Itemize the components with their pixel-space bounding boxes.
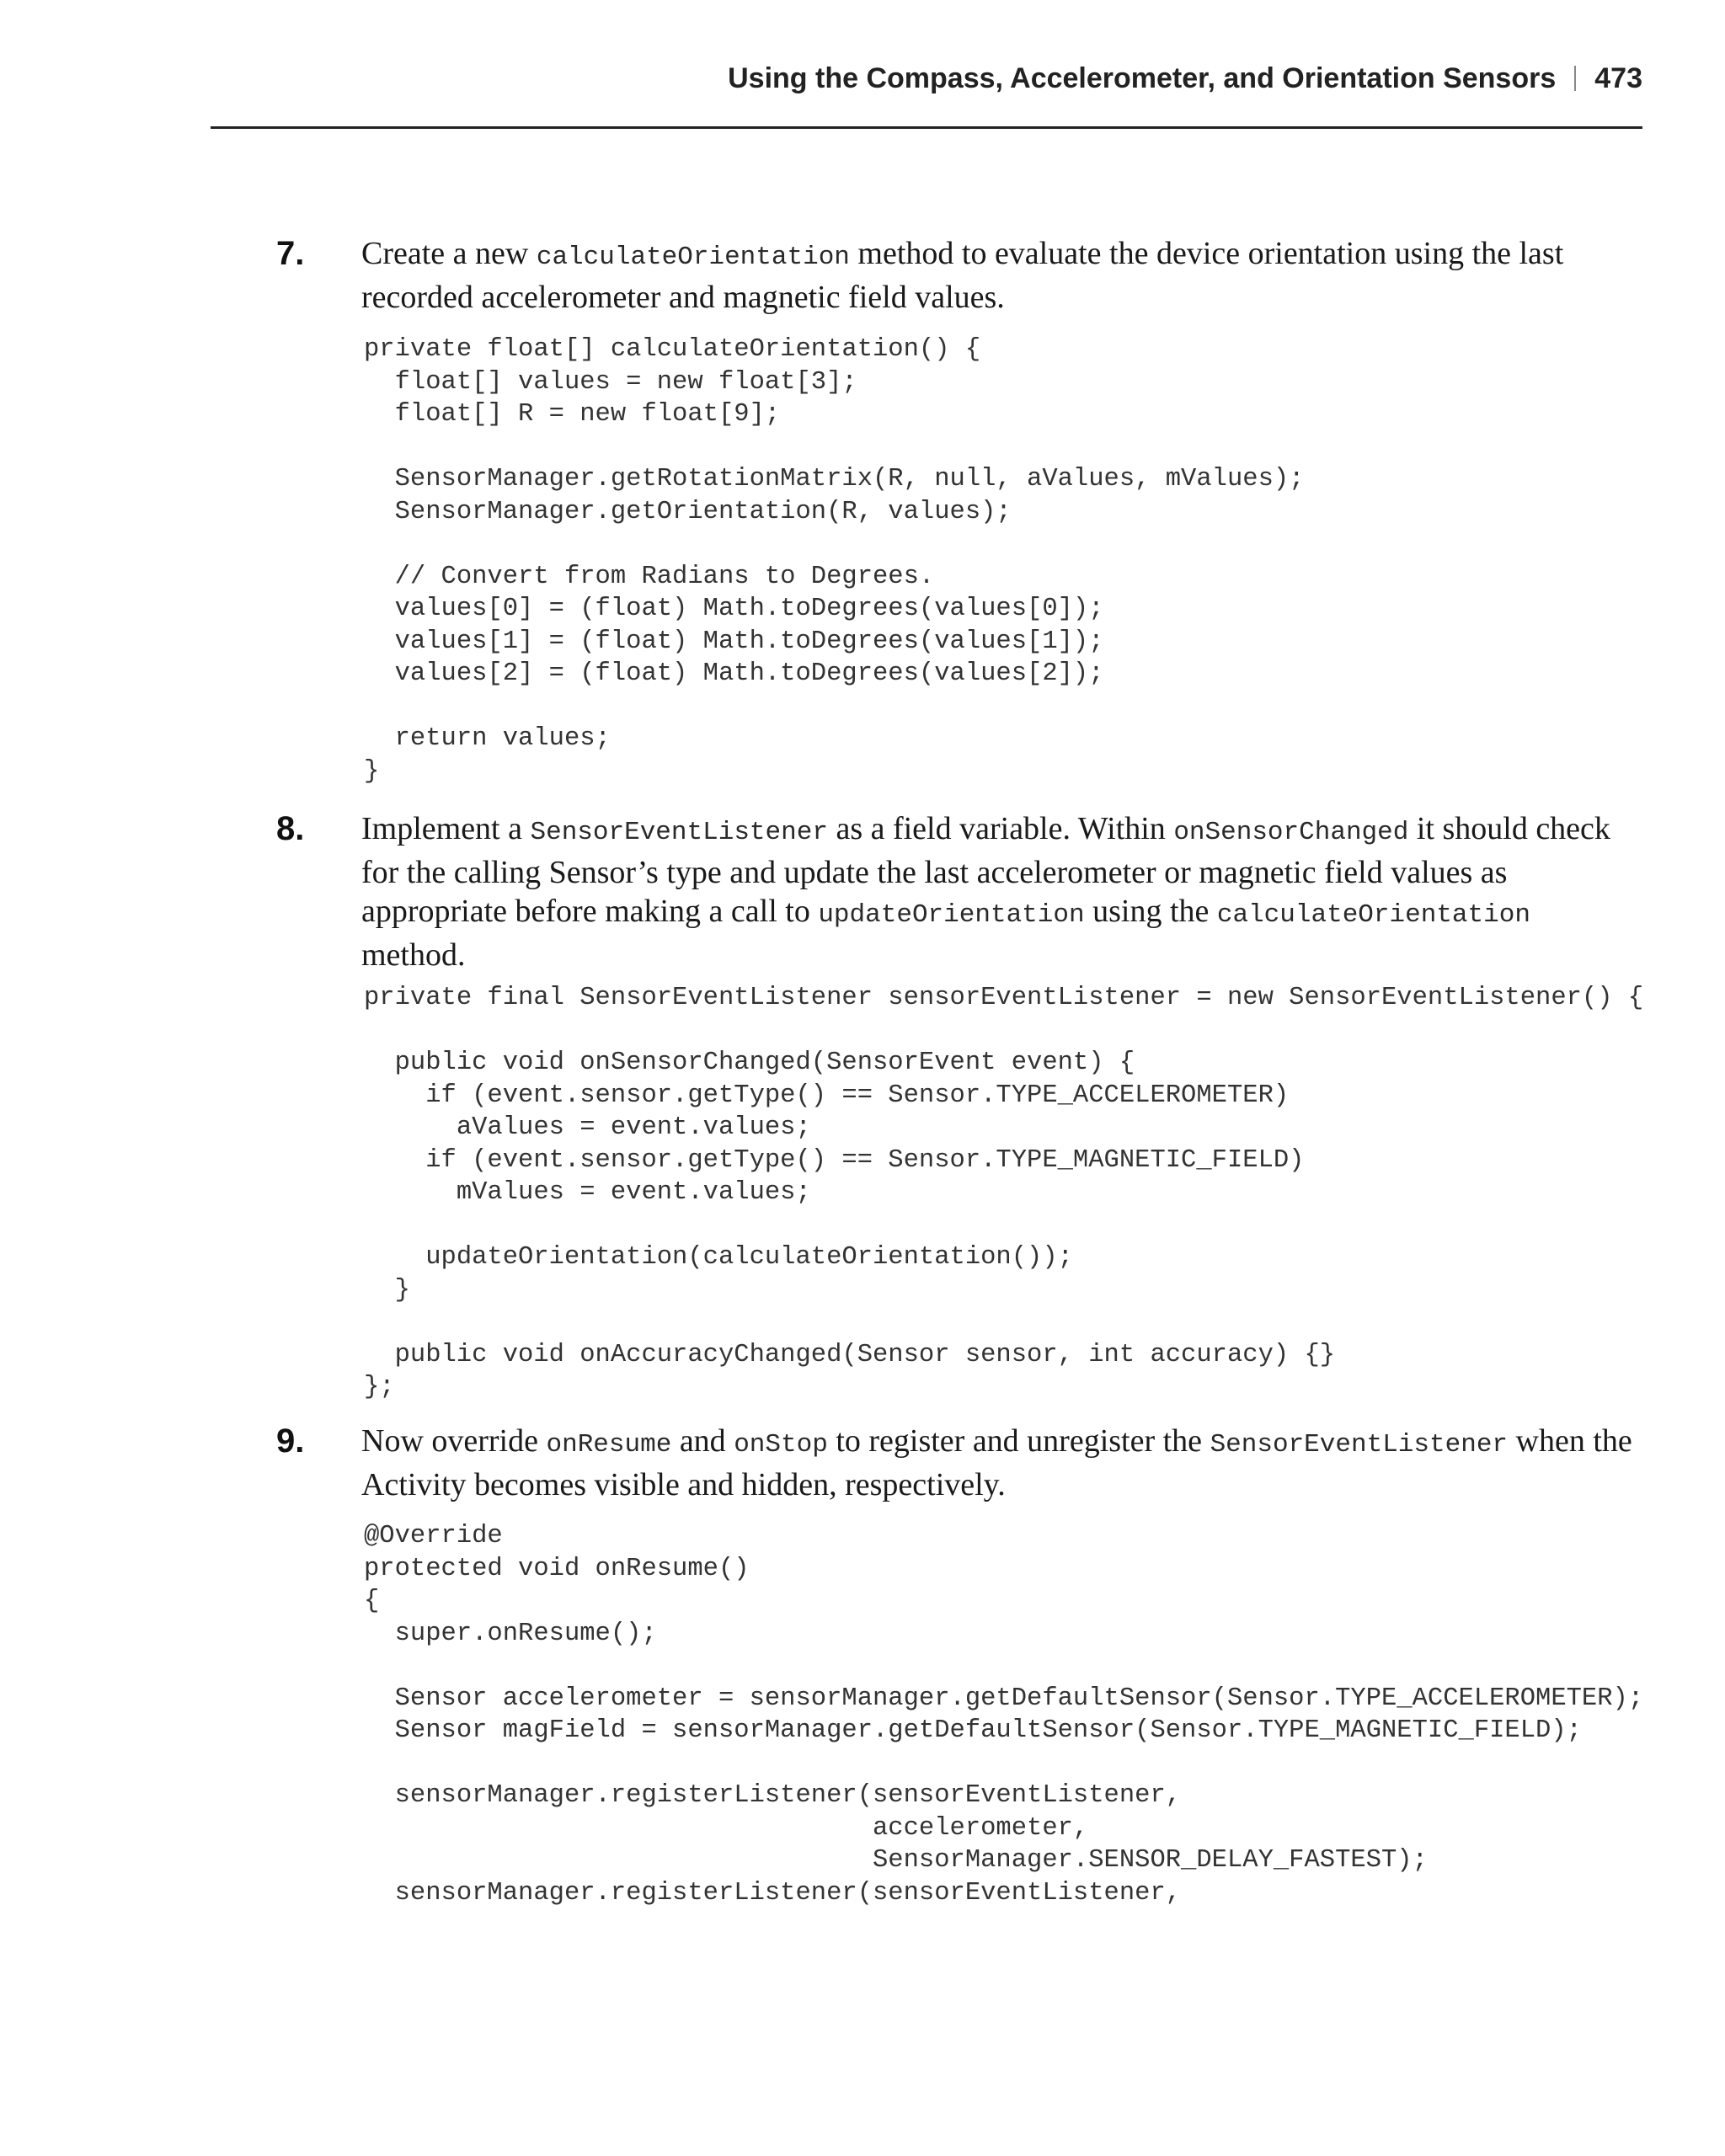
header-separator: [1574, 66, 1576, 91]
inline-code: calculateOrientation: [536, 243, 850, 272]
inline-code: calculateOrientation: [1216, 900, 1530, 930]
header-rule: [211, 126, 1642, 129]
inline-code: updateOrientation: [818, 900, 1085, 930]
inline-code: SensorEventListener: [1210, 1430, 1509, 1460]
step-text: Now override onResume and onStop to register and unregister the SensorEventListener when the Activity becomes visible and hidden, respectively.: [361, 1423, 1632, 1502]
inline-code: onSensorChanged: [1173, 818, 1409, 847]
inline-code: onStop: [734, 1430, 828, 1460]
running-header: [211, 62, 1642, 104]
step-text: Create a new calculateOrientation method to evaluate the device orientation using the last recorded accelerometer and magnetic field values.: [361, 236, 1564, 315]
page-number: 473: [1594, 62, 1642, 94]
inline-code: onResume: [546, 1430, 672, 1460]
inline-code: SensorEventListener: [530, 818, 828, 847]
code-block: @Override protected void onResume() { super.onResume(); Sensor accelerometer = sensorManager.getDefaultSensor(Sensor.TYPE_ACCELEROMETER); Sensor magField = sensorManager.getDefaultSensor(Sensor.TYPE_MAGNETIC_FIELD); sensorManager.registerListener(sensorEventListener, accelerometer, SensorManager.SENSOR_DELAY_FASTEST); sensorManager.registerListener(sensorEventListener,: [364, 1522, 1644, 1908]
chapter-title: Using the Compass, Accelerometer, and Orientation Sensors: [728, 62, 1557, 94]
code-block: private float[] calculateOrientation() { float[] values = new float[3]; float[] R = new float[9]; SensorManager.getRotationMatrix(R, null, aValues, mValues); SensorManager.getOrientation(R, values); // Convert from Radians to Degrees. values[0] = (float) Math.toDegrees(values[0]); values[1] = (float) Math.toDegrees(values[1]); values[2] = (float) Math.toDegrees(values[2]); return values; }: [364, 335, 1305, 786]
step-number: 8.: [276, 810, 305, 847]
step-text: Implement a SensorEventListener as a field variable. Within onSensorChanged it should check for the calling Sensor’s type and update the last accelerometer or magnetic field values as appropriate before making a call to updateOrientation using the calculateOrientation method.: [361, 811, 1610, 973]
step-number: 9.: [276, 1422, 305, 1460]
code-block: private final SensorEventListener sensorEventListener = new SensorEventListener() { public void onSensorChanged(SensorEvent event) { if (event.sensor.getType() == Sensor.TYPE_ACCELEROMETER) aValues = event.values; if (event.sensor.getType() == Sensor.TYPE_MAGNETIC_FIELD) mValues = event.values; updateOrientation(calculateOrientation()); } public void onAccuracyChanged(Sensor sensor, int accuracy) {} };: [364, 984, 1644, 1401]
step-number: 7.: [276, 235, 305, 272]
